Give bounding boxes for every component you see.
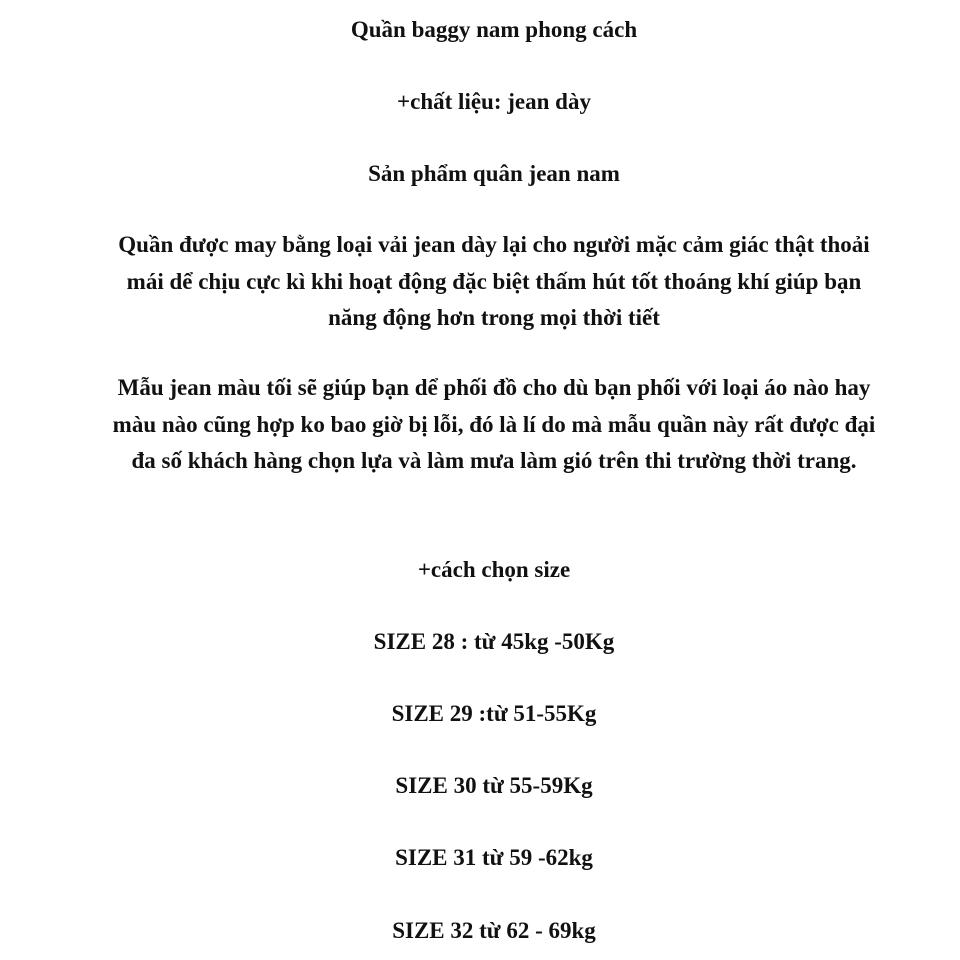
- product-line: Sản phẩm quân jean nam: [368, 161, 620, 186]
- product-title: Quần baggy nam phong cách: [350, 17, 638, 42]
- size-item: SIZE 29 :từ 51-55Kg: [391, 701, 597, 726]
- description-paragraph-2: Mẫu jean màu tối sẽ giúp bạn dể phối đồ cho dù bạn phối với loại áo nào hay màu nào cũng hợp ko bao giờ bị lỗi, đó là lí do mà mẫu quần này rất được đại đa số khách hàng chọn lựa và làm mưa làm gió trên thi trường thời trang.: [112, 375, 876, 473]
- size-item: SIZE 32 từ 62 - 69kg: [392, 918, 596, 943]
- size-item: SIZE 31 từ 59 -62kg: [395, 845, 593, 870]
- size-item: SIZE 28 : từ 45kg -50Kg: [373, 629, 615, 654]
- description-paragraph-1: Quần được may bằng loại vải jean dày lại cho người mặc cảm giác thật thoải mái dể chịu cực kì khi hoạt động đặc biệt thấm hút tốt thoáng khí giúp bạn năng động hơn trong mọi thời tiết: [118, 232, 870, 330]
- size-guide-heading: +cách chọn size: [417, 557, 571, 582]
- size-item: SIZE 30 từ 55-59Kg: [395, 773, 593, 798]
- material-line: +chất liệu: jean dày: [397, 89, 591, 114]
